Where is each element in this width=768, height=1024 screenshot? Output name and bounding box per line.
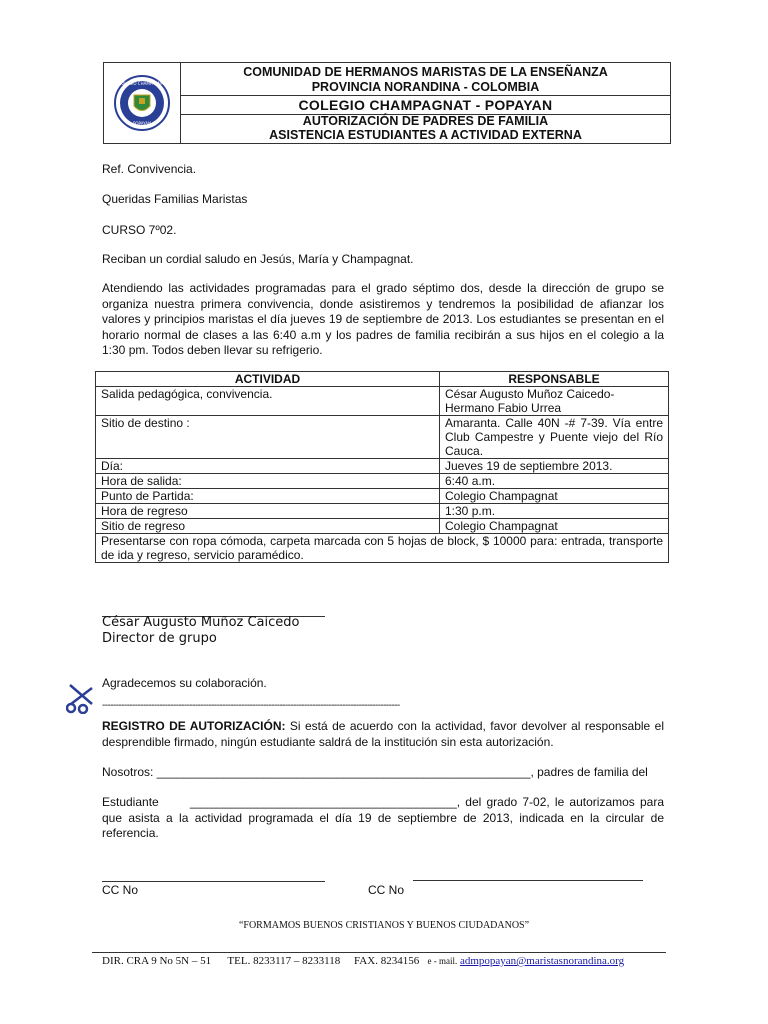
- footer-fax: FAX. 8234156: [354, 955, 420, 967]
- cell-activity: Salida pedagógica, convivencia.: [96, 387, 440, 416]
- footer-contact: [102, 955, 624, 967]
- cell-responsible: César Augusto Muñoz Caicedo- Hermano Fabio Urrea: [440, 387, 669, 416]
- header-box: [103, 62, 671, 144]
- header-title1: AUTORIZACIÓN DE PADRES DE FAMILIA: [302, 114, 549, 128]
- scissors-icon: [66, 682, 96, 714]
- table-row: [96, 459, 669, 474]
- cut-line: -------------------------------------------------------------------------------------------------------------: [102, 700, 400, 711]
- cell-responsible: Colegio Champagnat: [440, 489, 669, 504]
- intro-paragraph: Atendiendo las actividades programadas para el grado séptimo dos, desde la dirección de grupo se organiza nuestra primera convivencia, donde asistiremos y tendremos la posibilidad de afianzar los valores y principios maristas el día jueves 19 de septiembre de 2013. Los estudiantes se presentan en el horario normal de clases a las 6:40 a.m y los padres de familia recibirán a sus hijos en el colegio a la 1:30 pm. Todos deben llevar su refrigerio.: [102, 281, 664, 357]
- greeting-line: Queridas Familias Maristas: [102, 192, 248, 206]
- signature-role: Director de grupo: [102, 631, 217, 646]
- header-title2: ASISTENCIA ESTUDIANTES A ACTIVIDAD EXTERNA: [269, 127, 582, 142]
- thanks-line: Agradecemos su colaboración.: [102, 676, 267, 690]
- table-row: [96, 387, 669, 416]
- cell-activity: Día:: [96, 459, 440, 474]
- footer-divider: [92, 952, 666, 953]
- table-note-row: [96, 534, 669, 563]
- header-community: [181, 63, 670, 96]
- estudiante-tail: , del grado 7-02, le autorizamos para que asista a la actividad programada el día 19 de septiembre de 2013, indicada en la circular de referencia.: [102, 795, 664, 840]
- col-header-responsible: RESPONSABLE: [440, 372, 669, 387]
- cell-responsible: Colegio Champagnat: [440, 519, 669, 534]
- course-line: CURSO 7º02.: [102, 223, 177, 237]
- col-header-activity: ACTIVIDAD: [96, 372, 440, 387]
- cell-responsible: 6:40 a.m.: [440, 474, 669, 489]
- table-row: [96, 504, 669, 519]
- footer-email-link[interactable]: admpopayan@maristasnorandina.org: [459, 955, 625, 967]
- school-logo-icon: [104, 63, 181, 143]
- footer-mail-label: e - mail.: [427, 956, 458, 966]
- table-row: [96, 519, 669, 534]
- header-line2: PROVINCIA NORANDINA - COLOMBIA: [311, 80, 540, 94]
- registro-label: REGISTRO DE AUTORIZACIÓN:: [102, 719, 286, 733]
- nosotros-blank[interactable]: ________________________________________________________: [156, 765, 531, 779]
- header-line1: COMUNIDAD DE HERMANOS MARISTAS DE LA ENSEÑANZA: [243, 65, 608, 79]
- footer-tel: TEL. 8233117 – 8233118: [227, 955, 341, 967]
- table-row: [96, 416, 669, 459]
- cc-signature-line-right[interactable]: [413, 880, 643, 881]
- salutation-line: Reciban un cordial saludo en Jesús, María y Champagnat.: [102, 252, 414, 266]
- cell-activity: Sitio de destino :: [96, 416, 440, 459]
- cell-activity: Sitio de regreso: [96, 519, 440, 534]
- cell-activity: Punto de Partida:: [96, 489, 440, 504]
- header-school-name: COLEGIO CHAMPAGNAT - POPAYAN: [181, 96, 670, 115]
- table-row: [96, 474, 669, 489]
- registro-paragraph: [102, 719, 664, 750]
- estudiante-label: Estudiante: [102, 795, 159, 809]
- reference-line: Ref. Convivencia.: [102, 162, 197, 176]
- cc-label-left: CC No: [102, 883, 139, 897]
- registro-text: Si está de acuerdo con la actividad, favor devolver al responsable el desprendible firmado, ningún estudiante saldrá de la institución sin esta autorización.: [102, 719, 664, 749]
- estudiante-blank[interactable]: ________________________________________: [189, 795, 457, 809]
- estudiante-paragraph: [102, 795, 664, 842]
- nosotros-line: [102, 765, 664, 779]
- cell-responsible: Amaranta. Calle 40N -# 7-39. Vía entre Club Campestre y Puente viejo del Río Cauca.: [440, 416, 669, 459]
- cell-activity: Hora de regreso: [96, 504, 440, 519]
- cell-responsible: 1:30 p.m.: [440, 504, 669, 519]
- table-row: [96, 489, 669, 504]
- signature-block: [102, 615, 299, 647]
- cell-note: Presentarse con ropa cómoda, carpeta marcada con 5 hojas de block, $ 10000 para: entrada, transporte de ida y regreso, servicio paramédico.: [96, 534, 669, 563]
- nosotros-label: Nosotros:: [102, 765, 154, 779]
- logo-ring-text-top: COLEGIO CHAMPAGNAT: [118, 81, 166, 86]
- nosotros-tail: , padres de familia del: [530, 765, 648, 779]
- header-document-title: [181, 115, 670, 143]
- cc-label-right: CC No: [368, 883, 405, 897]
- cell-responsible: Jueves 19 de septiembre 2013.: [440, 459, 669, 474]
- table-header-row: [96, 372, 669, 387]
- cc-signature-line-left[interactable]: [102, 881, 325, 882]
- footer-motto: “FORMAMOS BUENOS CRISTIANOS Y BUENOS CIUDADANOS”: [238, 920, 530, 931]
- activity-table: [95, 371, 669, 563]
- signature-name: César Augusto Muñoz Caicedo: [102, 615, 300, 630]
- footer-address: DIR. CRA 9 No 5N – 51: [102, 955, 212, 967]
- logo-ring-text-bottom: POPAYAN: [132, 121, 152, 126]
- cell-activity: Hora de salida:: [96, 474, 440, 489]
- school-logo-cell: [104, 63, 181, 143]
